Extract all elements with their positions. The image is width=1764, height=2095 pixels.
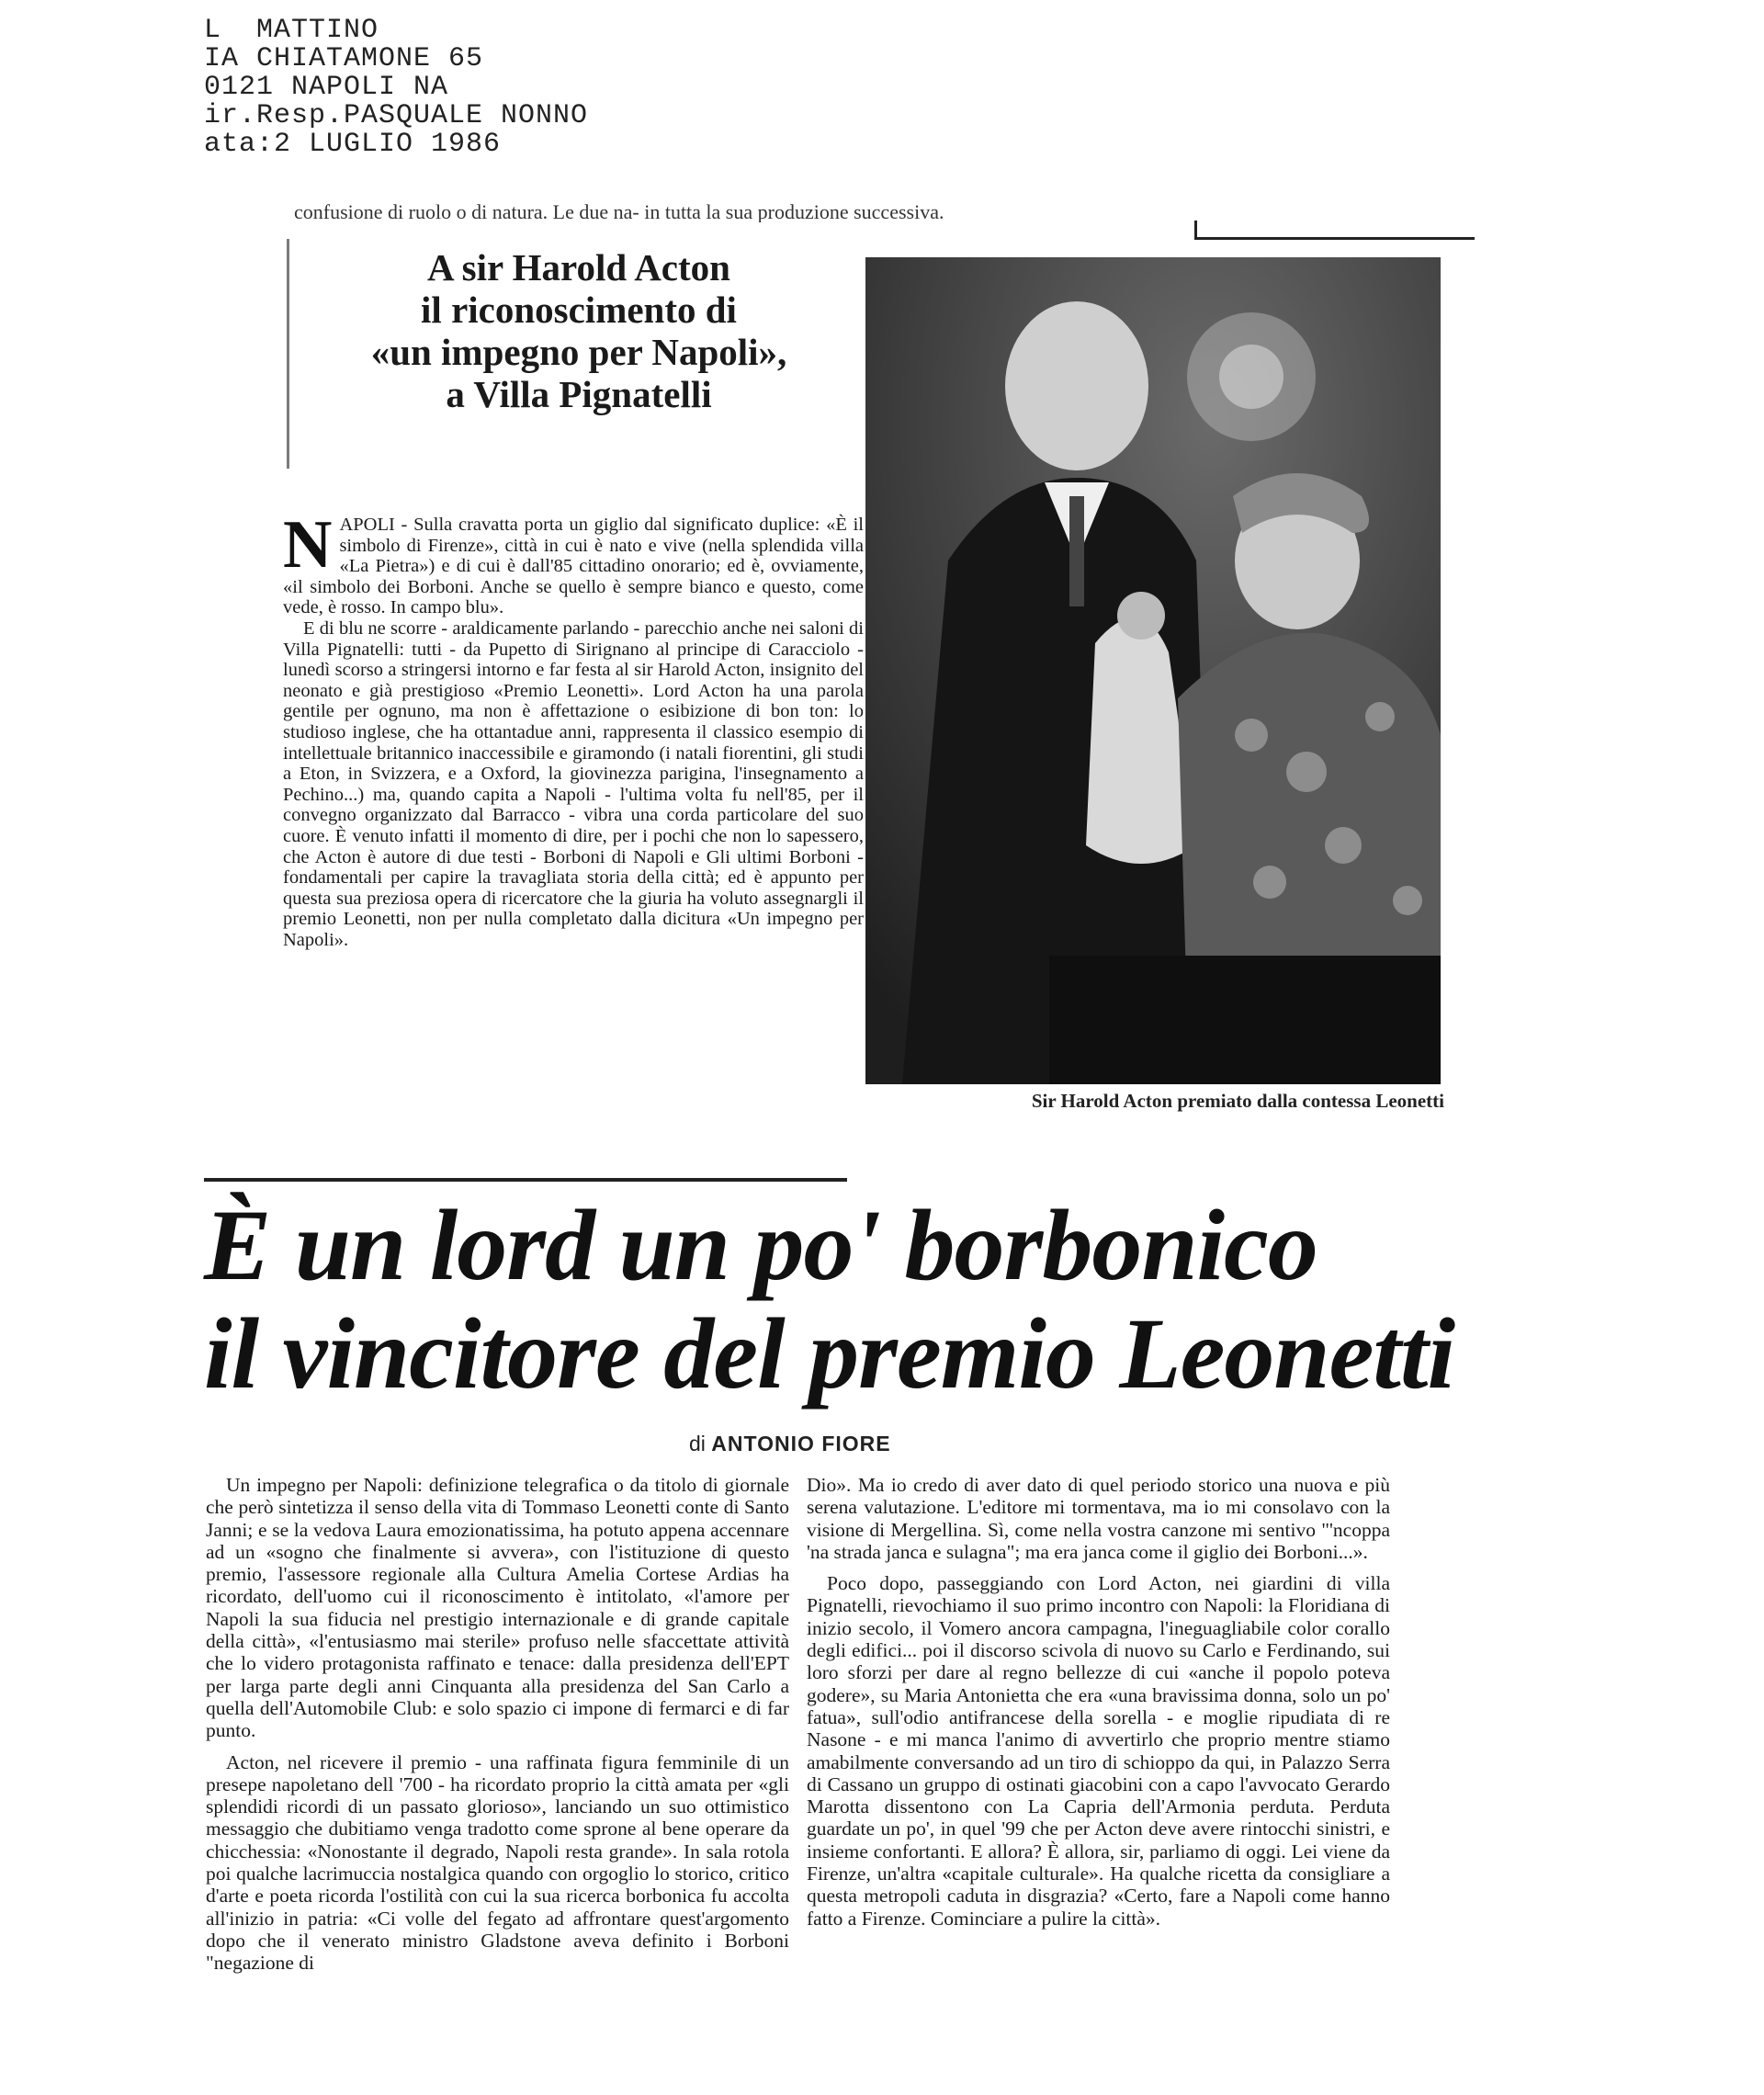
headline-line: A sir Harold Acton bbox=[427, 246, 730, 289]
article2-paragraph: Poco dopo, passeggiando con Lord Acton, nei giardini di villa Pignatelli, rievochiamo il suo primo incontro con Napoli: la Floridiana di inizio secolo, il Vomero ancora campagna, l'ineguagliabile color corallo degli edifici... poi il discorso scivola di nuovo su Carlo e Ferdinando, sui loro sforzi per dare al regno bellezze di cui «anche il popolo poteva godere», su Maria Antonietta che era «una bravissima donna, solo un po' fatua», sull'odio antifrancese della sorella - e moglie ripudiata di re Nasone - e mi manca l'animo di avvertirlo che proprio mentre stiamo amabilmente conversando ad un tiro di schioppo da qui, in Palazzo Serra di Cassano un gruppo di ostinati giacobini con a capo l'avvocato Gerardo Marotta dissentono con La Capria dell'Armonia perduta. Perduta guardate un po', in quel '99 che per Acton deve avere rintocchi sinistri, e insieme confortanti. E allora? È allora, sir, parliamo di oggi. Lei viene da Firenze, un'altra «capitale culturale». Ha qualche ricetta da consigliare a questa metropoli caduta in disgrazia? «Certo, fare a Napoli come hanno fatto a Firenze. Cominciare a pulire la città». bbox=[807, 1572, 1390, 1930]
headline-line: il riconoscimento di bbox=[421, 289, 737, 331]
article-photo bbox=[865, 257, 1441, 1084]
stamp-line: ir.Resp.PASQUALE NONNO bbox=[204, 100, 589, 131]
article2-right-column bbox=[807, 1474, 1390, 1930]
article2-headline bbox=[204, 1189, 1455, 1410]
clipped-text-top: confusione di ruolo o di natura. Le due na- in tutta la sua produzione successiva. bbox=[294, 202, 944, 222]
drop-cap: N bbox=[283, 507, 333, 583]
headline-line: «un impegno per Napoli», bbox=[370, 331, 787, 373]
headline-line: a Villa Pignatelli bbox=[446, 373, 712, 415]
stamp-line: IA CHIATAMONE 65 bbox=[204, 43, 484, 74]
byline-prefix: di bbox=[689, 1432, 706, 1455]
divider bbox=[287, 239, 289, 469]
article1-headline bbox=[312, 246, 845, 415]
article1-paragraph: E di blu ne scorre - araldicamente parlando - parecchio anche nei saloni di Villa Pignatelli: tutti - da Pupetto di Sirignano al principe di Caracciolo - lunedì scorso a stringersi intorno e far festa al sir Harold Acton, insignito del neonato e già prestigioso «Premio Leonetti». Lord Acton ha una parola gentile per ognuno, ma non è affettazione o esibizione di bon ton: lo studioso inglese, che ha ottantadue anni, rappresenta il classico esempio di intellettuale britannico inaccessibile e giramondo (i natali fiorentini, gli studi a Eton, in Svizzera, e a Oxford, la giovinezza parigina, l'insegnamento a Pechino...) ma, quando capita a Napoli - l'ultima volta fu nell'85, per il convegno organizzato dal Barracco - vibra una corda particolare del suo cuore. È venuto infatti il momento di dire, per i pochi che non lo sapessero, che Acton è autore di due testi - Borboni di Napoli e Gli ultimi Borboni - fondamentali per capire la travagliata storia della città; ed è appunto per questa sua preziosa opera di ricercatore che la giuria ha voluto assegnargli il premio Leonetti, non per nulla completato dalla dicitura «Un impegno per Napoli». bbox=[283, 617, 864, 950]
divider bbox=[1194, 237, 1475, 240]
archive-stamp bbox=[204, 17, 588, 159]
stamp-line: L MATTINO bbox=[204, 15, 379, 46]
headline-line: È un lord un po' borbonico bbox=[204, 1189, 1317, 1301]
photo-illustration bbox=[865, 257, 1441, 1084]
byline-author: ANTONIO FIORE bbox=[711, 1432, 891, 1455]
article2-left-column bbox=[206, 1474, 789, 1975]
article1-paragraph bbox=[283, 507, 864, 618]
article2-paragraph: Dio». Ma io credo di aver dato di quel periodo storico una nuova e più serena valutazione. L'editore mi tormentava, ma io mi consolavo con la visione di Mergellina. Sì, come nella vostra canzone mi sentivo "'ncoppa 'na strada janca e sulagna"; ma era janca come il giglio dei Borboni...». bbox=[807, 1474, 1390, 1563]
stamp-line: ata:2 LUGLIO 1986 bbox=[204, 129, 502, 160]
article2-paragraph: Acton, nel ricevere il premio - una raffinata figura femminile di un presepe napoletano dell '700 - ha ricordato proprio la città amata per «gli splendidi ricordi di un passato glorioso», lanciando un suo ottimistico messaggio che dubitiamo venga tradotto come sprone al bene operare da chicchessia: «Nonostante il degrado, Napoli resta grande». In sala rotola poi qualche lacrimuccia nostalgica quando con orgoglio lo storico, critico d'arte e poeta ricorda l'ostilità con cui la sua ricerca borbonica fu accolta all'inizio in patria: «Ci volle del fegato ad affrontare quest'argomento dopo che il venerato ministro Gladstone aveva definito i Borboni "negazione di bbox=[206, 1750, 789, 1975]
divider bbox=[204, 1178, 847, 1182]
photo-caption: Sir Harold Acton premiato dalla contessa Leonetti bbox=[1031, 1090, 1444, 1112]
article2-paragraph: Un impegno per Napoli: definizione telegrafica o da titolo di giornale che però sintetizza il senso della vita di Tommaso Leonetti conte di Santo Janni; e se la vedova Laura emozionatissima, ha potuto appena accennare ad un «sogno che finalmente si avvera», con l'istituzione di questo premio, l'assessore regionale alla Cultura Amelia Cortese Ardias ha ricordato, dell'uomo cui il riconoscimento è intitolato, «l'amore per Napoli la sua fiducia nel prestigio internazionale e di grande capitale della città», «l'entusiasmo mai sterile» profuso nelle sfaccettate attività che lo videro protagonista raffinato e tenace: dalla presidenza dell'EPT per larga parte degli anni Cinquanta alla presidenza del San Carlo a quella dell'Automobile Club: e solo spazio ci impone di fermarci e di far punto. bbox=[206, 1474, 789, 1742]
stamp-line: 0121 NAPOLI NA bbox=[204, 72, 449, 103]
paragraph-text: APOLI - Sulla cravatta porta un giglio dal significato duplice: «È il simbolo di Firenze», città in cui è nato e vive (nella splendida villa «La Pietra») e di cui è dall'85 cittadino onorario; ed è, ovviamente, «il simbolo dei Borboni. Anche se quello è sempre bianco e questo, come vede, è rosso. In campo blu». bbox=[283, 515, 864, 618]
divider bbox=[1194, 221, 1197, 239]
article1-body bbox=[283, 507, 864, 950]
byline bbox=[689, 1432, 891, 1456]
headline-line: il vincitore del premio Leonetti bbox=[204, 1297, 1455, 1410]
